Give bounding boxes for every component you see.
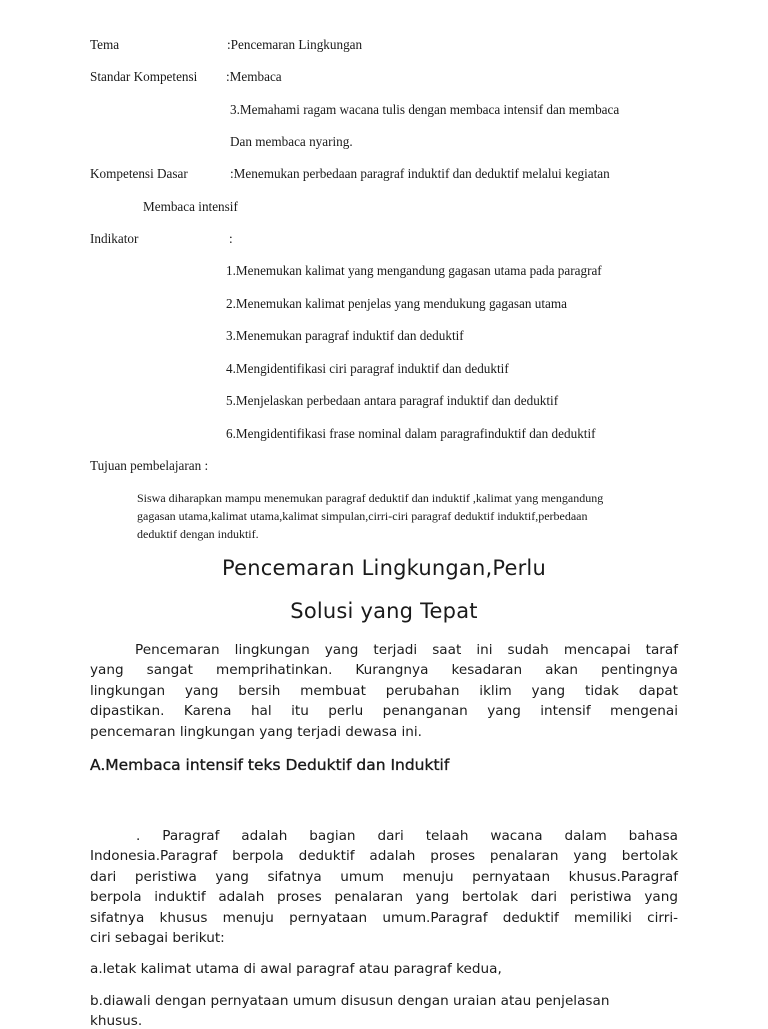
paragraph-line: dipastikan. Karena hal itu perlu penanganan yang intensif mengenai [90, 703, 678, 720]
indikator-item: 2.Menemukan kalimat penjelas yang mendukung gagasan utama [226, 296, 567, 311]
intro-paragraph [90, 640, 678, 742]
indikator-item: 3.Menemukan paragraf induktif dan deduktif [226, 328, 464, 343]
indikator-colon: : [229, 231, 233, 246]
paragraph-line: Pencemaran lingkungan yang terjadi saat ini sudah mencapai taraf [135, 642, 678, 658]
tema-label: Tema [90, 37, 120, 52]
list-item-b-line-2: khusus. [90, 1013, 143, 1029]
indikator-item: 5.Menjelaskan perbedaan antara paragraf induktif dan deduktif [226, 393, 559, 408]
tema-value: :Pencemaran Lingkungan [227, 37, 363, 52]
paragraph-line: . Paragraf adalah bagian dari telaah wacana dalam bahasa [136, 828, 678, 844]
tujuan-pembelajaran-label: Tujuan pembelajaran : [90, 458, 209, 473]
paragraph-line: berpola induktif adalah proses penalaran yang bertolak dari peristiwa yang [90, 889, 678, 906]
list-item-a: a.letak kalimat utama di awal paragraf atau paragraf kedua, [90, 961, 502, 977]
indikator-item: 1.Menemukan kalimat yang mengandung gagasan utama pada paragraf [226, 263, 602, 278]
indikator-label: Indikator [90, 231, 139, 246]
article-title-line-2: Solusi yang Tepat [290, 599, 478, 623]
paragraph-line: sifatnya khusus menuju pernyataan umum.Paragraf deduktif memiliki cirri- [90, 909, 678, 926]
tujuan-line: Siswa diharapkan mampu menemukan paragraf deduktif dan induktif ,kalimat yang mengandung [137, 491, 604, 505]
tujuan-line: deduktif dengan induktif. [137, 527, 259, 541]
standar-kompetensi-value: :Membaca [226, 69, 282, 84]
standar-kompetensi-label: Standar Kompetensi [90, 69, 198, 84]
tujuan-line: gagasan utama,kalimat utama,kalimat simpulan,cirri-ciri paragraf deduktif induktif,perbedaan [137, 509, 588, 523]
standar-kompetensi-line-1: 3.Memahami ragam wacana tulis dengan membaca intensif dan membaca [230, 102, 620, 117]
indikator-item: 4.Mengidentifikasi ciri paragraf induktif dan deduktif [226, 361, 509, 376]
section-heading: A.Membaca intensif teks Deduktif dan Induktif [90, 756, 450, 774]
tujuan-pembelajaran-text [137, 489, 682, 543]
article-title-line-1: Pencemaran Lingkungan,Perlu [222, 556, 546, 580]
body-paragraph [90, 826, 678, 948]
paragraph-line: lingkungan yang bersih membuat perubahan iklim yang tidak dapat [90, 682, 678, 699]
paragraph-line: ciri sebagai berikut: [90, 930, 225, 947]
standar-kompetensi-line-2: Dan membaca nyaring. [230, 134, 353, 149]
paragraph-line: Indonesia.Paragraf berpola deduktif adalah proses penalaran yang bertolak [90, 848, 678, 865]
paragraph-line: yang sangat memprihatinkan. Kurangnya kesadaran akan pentingnya [90, 662, 678, 679]
paragraph-line: dari peristiwa yang sifatnya umum menuju pernyataan khusus.Paragraf [90, 868, 678, 885]
kompetensi-dasar-label: Kompetensi Dasar [90, 166, 188, 181]
list-item-b-line-1: b.diawali dengan pernyataan umum disusun dengan uraian atau penjelasan [90, 993, 610, 1009]
indikator-item: 6.Mengidentifikasi frase nominal dalam paragrafinduktif dan deduktif [226, 426, 596, 441]
paragraph-line: pencemaran lingkungan yang terjadi dewasa ini. [90, 723, 422, 740]
kompetensi-dasar-continuation: Membaca intensif [143, 199, 238, 214]
kompetensi-dasar-value: :Menemukan perbedaan paragraf induktif dan deduktif melalui kegiatan [230, 166, 610, 181]
